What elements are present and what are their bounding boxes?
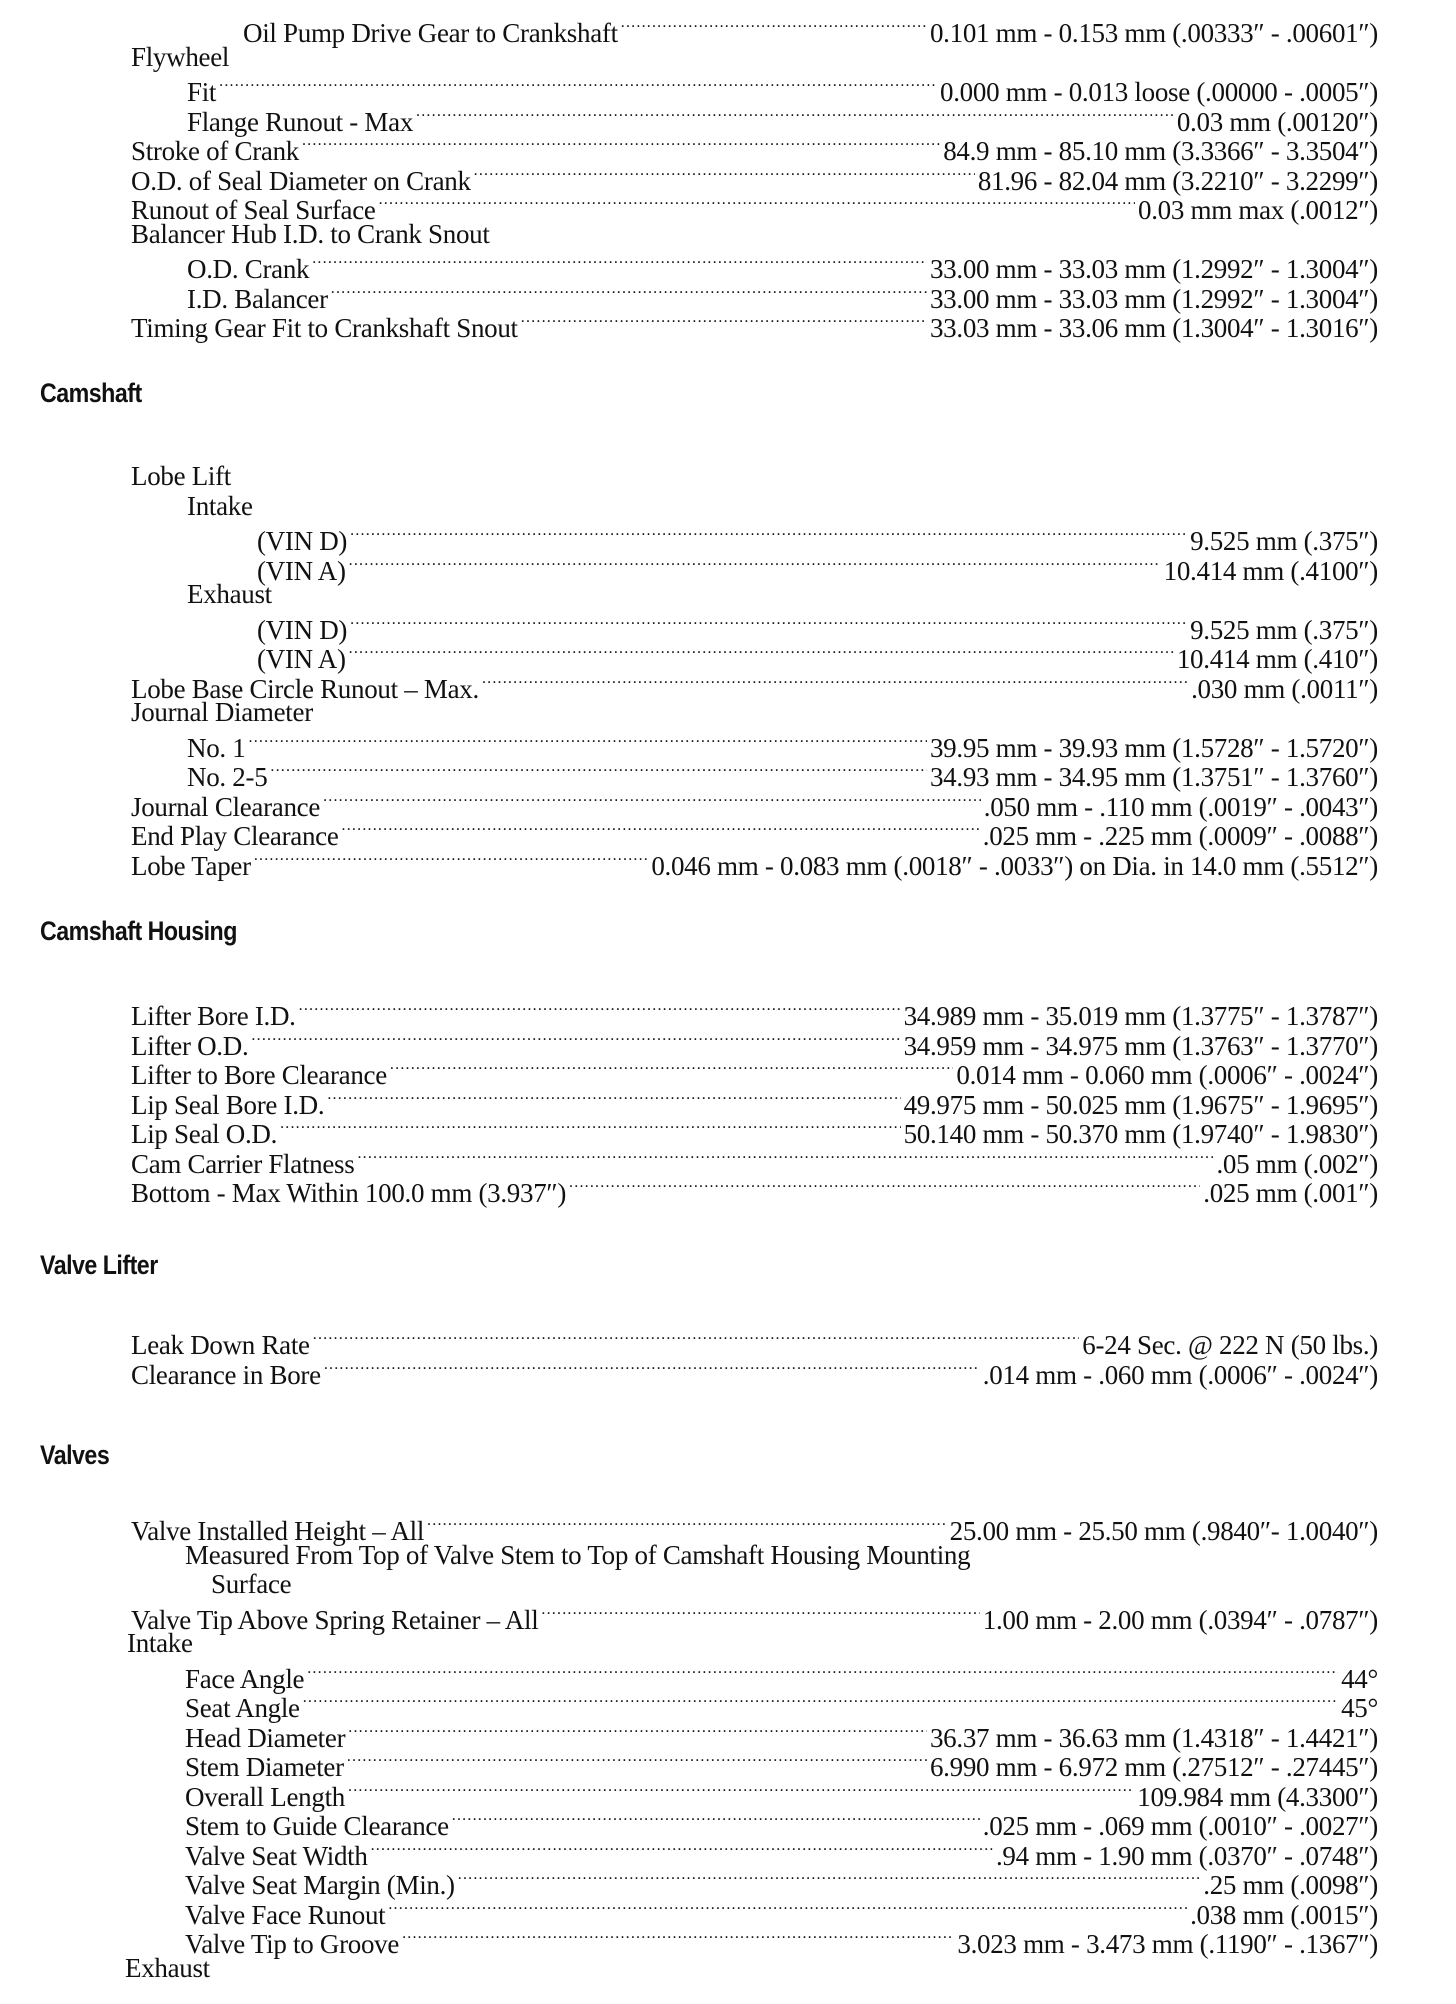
dot-leader (324, 1352, 980, 1382)
spec-row (0, 756, 1456, 792)
spec-label: (VIN D) (257, 614, 348, 645)
spec-row (0, 160, 1456, 196)
spec-row (0, 1025, 1456, 1061)
spec-label: (VIN D) (257, 526, 348, 556)
dot-leader (390, 1052, 953, 1082)
spec-label: Valve Face Runout (185, 1899, 386, 1930)
spec-row (0, 1923, 1456, 1959)
spec-value: 39.95 mm - 39.93 mm (1.5728″ - 1.5720″) (929, 732, 1378, 763)
spec-value: 34.93 mm - 34.95 mm (1.3751″ - 1.3760″) (929, 762, 1378, 792)
dot-leader (350, 607, 1187, 637)
dot-leader (371, 1833, 993, 1863)
spec-row (0, 609, 1456, 645)
dot-leader (254, 843, 649, 873)
spec-label: Fit (187, 77, 217, 107)
spec-label: Oil Pump Drive Gear to Crankshaft (243, 18, 618, 48)
spec-row (0, 248, 1456, 284)
spec-value: 45° (1341, 1693, 1378, 1723)
spec-group-label: Intake (187, 490, 253, 521)
spec-value: 6-24 Sec. @ 222 N (50 lbs.) (1082, 1330, 1378, 1360)
spec-label: O.D. of Seal Diameter on Crank (131, 165, 471, 196)
spec-row (0, 697, 1456, 727)
spec-row (0, 1510, 1456, 1546)
spec-row (0, 1805, 1456, 1841)
spec-value: .25 mm (.0098″) (1203, 1870, 1378, 1900)
spec-value: 10.414 mm (.410″) (1176, 644, 1378, 674)
spec-value: 84.9 mm - 85.10 mm (3.3366″ - 3.3504″) (943, 136, 1378, 166)
spec-value: .025 mm - .225 mm (.0009″ - .0088″) (982, 821, 1378, 851)
spec-row (0, 668, 1456, 704)
spec-value: 0.03 mm max (.0012″) (1138, 195, 1378, 225)
spec-label: O.D. Crank (187, 254, 310, 284)
spec-label: End Play Clearance (131, 821, 339, 851)
spec-row (0, 1776, 1456, 1812)
spec-group-label: Lobe Lift (131, 461, 232, 491)
spec-label: Lobe Taper (131, 850, 251, 881)
spec-row (0, 1084, 1456, 1120)
spec-label: Stem Diameter (185, 1752, 344, 1782)
dot-leader (307, 1656, 1338, 1686)
dot-leader (348, 1774, 1134, 1804)
dot-leader (331, 276, 927, 306)
spec-value: 0.03 mm (.00120″) (1176, 106, 1378, 137)
section-heading: Camshaft Housing (40, 916, 237, 946)
dot-leader (323, 784, 981, 814)
spec-label: Timing Gear Fit to Crankshaft Snout (131, 313, 518, 343)
spec-row (0, 1172, 1456, 1208)
spec-value: 81.96 - 82.04 mm (3.2210″ - 3.2299″) (977, 165, 1378, 196)
spec-row (0, 815, 1456, 851)
spec-row (0, 786, 1456, 822)
spec-row (0, 130, 1456, 166)
spec-label: Valve Installed Height – All (131, 1516, 425, 1546)
spec-value: 50.140 mm - 50.370 mm (1.9740″ - 1.9830″) (903, 1119, 1378, 1149)
spec-row (0, 550, 1456, 586)
spec-label: Stem to Guide Clearance (185, 1811, 449, 1841)
spec-label: (VIN A) (257, 644, 346, 674)
spec-label: I.D. Balancer (187, 283, 328, 314)
dot-leader (416, 99, 1174, 129)
dot-leader (621, 10, 927, 40)
spec-label: Lip Seal Bore I.D. (131, 1089, 325, 1120)
spec-label: Valve Tip to Groove (185, 1929, 400, 1959)
spec-value: 25.00 mm - 25.50 mm (.9840″- 1.0040″) (949, 1516, 1378, 1546)
spec-row (0, 1835, 1456, 1871)
spec-row (0, 189, 1456, 225)
spec-group-label: Journal Diameter (131, 697, 313, 727)
spec-value: 34.959 mm - 34.975 mm (1.3763″ - 1.3770″) (903, 1030, 1378, 1061)
spec-row (0, 1599, 1456, 1635)
spec-label: Cam Carrier Flatness (131, 1148, 355, 1179)
dot-leader (452, 1803, 980, 1833)
spec-label: Valve Tip Above Spring Retainer – All (131, 1604, 539, 1635)
spec-row (0, 1324, 1456, 1360)
spec-label: Lip Seal O.D. (131, 1119, 278, 1149)
dot-leader (303, 1685, 1338, 1715)
spec-value: 33.03 mm - 33.06 mm (1.3004″ - 1.3016″) (929, 313, 1378, 343)
spec-row (0, 278, 1456, 314)
spec-row (0, 845, 1456, 881)
dot-leader (299, 993, 901, 1023)
dot-leader (427, 1508, 947, 1538)
spec-row (0, 520, 1456, 556)
dot-leader (474, 158, 975, 188)
spec-row (0, 995, 1456, 1031)
spec-row (0, 1569, 1456, 1599)
dot-leader (379, 187, 1135, 217)
spec-label: Overall Length (185, 1781, 345, 1812)
spec-group-label: Balancer Hub I.D. to Crank Snout (131, 218, 490, 249)
spec-value: 3.023 mm - 3.473 mm (.1190″ - .1367″) (957, 1929, 1378, 1959)
spec-row (0, 1628, 1456, 1658)
spec-row (0, 727, 1456, 763)
dot-leader (219, 69, 937, 99)
spec-group-label: Intake (127, 1628, 193, 1658)
spec-value: 33.00 mm - 33.03 mm (1.2992″ - 1.3004″) (929, 254, 1378, 284)
spec-row (0, 1687, 1456, 1723)
spec-label: No. 2-5 (187, 762, 268, 792)
spec-value: .94 mm - 1.90 mm (.0370″ - .0748″) (995, 1840, 1378, 1871)
dot-leader (312, 246, 927, 276)
spec-row (0, 1354, 1456, 1390)
spec-row (0, 1113, 1456, 1149)
dot-leader (327, 1082, 900, 1112)
section-heading: Valves (40, 1440, 110, 1470)
spec-value: 9.525 mm (.375″) (1190, 614, 1378, 645)
spec-value: 109.984 mm (4.3300″) (1137, 1781, 1378, 1812)
dot-leader (347, 1744, 927, 1774)
spec-label: Valve Seat Width (185, 1840, 368, 1871)
spec-row (0, 638, 1456, 674)
section-heading: Valve Lifter (40, 1250, 158, 1280)
spec-label: Journal Clearance (131, 791, 321, 822)
dot-leader (388, 1892, 1187, 1922)
spec-row (0, 307, 1456, 343)
spec-label: Runout of Seal Surface (131, 195, 376, 225)
spec-row (0, 219, 1456, 249)
dot-leader (402, 1921, 954, 1951)
spec-row (0, 1658, 1456, 1694)
spec-value: 33.00 mm - 33.03 mm (1.2992″ - 1.3004″) (929, 283, 1378, 314)
spec-group-label: Exhaust (125, 1952, 210, 1983)
spec-value: 49.975 mm - 50.025 mm (1.9675″ - 1.9695″) (903, 1089, 1378, 1120)
spec-label: Seat Angle (185, 1693, 300, 1723)
spec-note: Measured From Top of Valve Stem to Top of Camshaft Housing Mounting (185, 1539, 971, 1570)
spec-label: Leak Down Rate (131, 1330, 310, 1360)
dot-leader (458, 1862, 1201, 1892)
spec-row (0, 71, 1456, 107)
spec-value: .014 mm - .060 mm (.0006″ - .0024″) (982, 1359, 1378, 1390)
spec-value: 34.989 mm - 35.019 mm (1.3775″ - 1.3787″) (903, 1001, 1378, 1031)
spec-value: 9.525 mm (.375″) (1190, 526, 1378, 556)
dot-leader (251, 1023, 900, 1053)
spec-note: Surface (211, 1569, 292, 1599)
spec-value: .025 mm - .069 mm (.0010″ - .0027″) (982, 1811, 1378, 1841)
dot-leader (357, 1141, 1213, 1171)
spec-value: 1.00 mm - 2.00 mm (.0394″ - .0787″) (982, 1604, 1378, 1635)
spec-value: 0.014 mm - 0.060 mm (.0006″ - .0024″) (956, 1060, 1378, 1090)
spec-value: .030 mm (.0011″) (1191, 673, 1378, 704)
dot-leader (342, 813, 980, 843)
spec-label: (VIN A) (257, 555, 346, 586)
spec-value: .05 mm (.002″) (1216, 1148, 1378, 1179)
spec-label: Lifter O.D. (131, 1030, 249, 1061)
spec-row (0, 1953, 1456, 1983)
dot-leader (349, 548, 1161, 578)
section-heading: Camshaft (40, 378, 142, 408)
spec-row (0, 491, 1456, 521)
spec-row (0, 1894, 1456, 1930)
spec-value: 0.101 mm - 0.153 mm (.00333″ - .00601″) (929, 18, 1378, 48)
spec-label: Bottom - Max Within 100.0 mm (3.937″) (131, 1178, 567, 1208)
spec-row (0, 1540, 1456, 1570)
dot-leader (350, 518, 1187, 548)
dot-leader (348, 1715, 927, 1745)
spec-row (0, 461, 1456, 491)
spec-value: 44° (1341, 1663, 1378, 1694)
spec-label: No. 1 (187, 732, 246, 763)
dot-leader (541, 1597, 979, 1627)
dot-leader (270, 754, 927, 784)
spec-value: .038 mm (.0015″) (1190, 1899, 1378, 1930)
dot-leader (569, 1170, 1200, 1200)
spec-label: Lifter Bore I.D. (131, 1001, 296, 1031)
spec-value: 6.990 mm - 6.972 mm (.27512″ - .27445″) (929, 1752, 1378, 1782)
dot-leader (482, 666, 1188, 696)
spec-value: .025 mm (.001″) (1203, 1178, 1378, 1208)
spec-label: Face Angle (185, 1663, 305, 1694)
spec-label: Lobe Base Circle Runout – Max. (131, 673, 479, 704)
spec-value: 0.046 mm - 0.083 mm (.0018″ - .0033″) on Dia. in 14.0 mm (.5512″) (651, 850, 1378, 881)
spec-row (0, 1864, 1456, 1900)
spec-row (0, 579, 1456, 609)
dot-leader (302, 128, 940, 158)
spec-value: 10.414 mm (.4100″) (1163, 555, 1378, 586)
spec-row (0, 101, 1456, 137)
spec-row (0, 1054, 1456, 1090)
dot-leader (249, 725, 927, 755)
spec-row (0, 12, 1456, 48)
spec-label: Stroke of Crank (131, 136, 299, 166)
spec-row (0, 1717, 1456, 1753)
dot-leader (521, 305, 927, 335)
spec-row (0, 42, 1456, 72)
spec-row (0, 1143, 1456, 1179)
dot-leader (349, 636, 1174, 666)
spec-label: Flange Runout - Max (187, 106, 414, 137)
dot-leader (280, 1111, 901, 1141)
spec-group-label: Exhaust (187, 579, 272, 609)
dot-leader (313, 1322, 1080, 1352)
spec-label: Head Diameter (185, 1722, 346, 1753)
spec-label: Clearance in Bore (131, 1359, 321, 1390)
spec-label: Valve Seat Margin (Min.) (185, 1870, 455, 1900)
spec-group-label: Flywheel (131, 41, 230, 72)
spec-value: 36.37 mm - 36.63 mm (1.4318″ - 1.4421″) (929, 1722, 1378, 1753)
spec-value: .050 mm - .110 mm (.0019″ - .0043″) (983, 791, 1378, 822)
spec-value: 0.000 mm - 0.013 loose (.00000 - .0005″) (940, 77, 1378, 107)
spec-row (0, 1746, 1456, 1782)
spec-label: Lifter to Bore Clearance (131, 1060, 387, 1090)
